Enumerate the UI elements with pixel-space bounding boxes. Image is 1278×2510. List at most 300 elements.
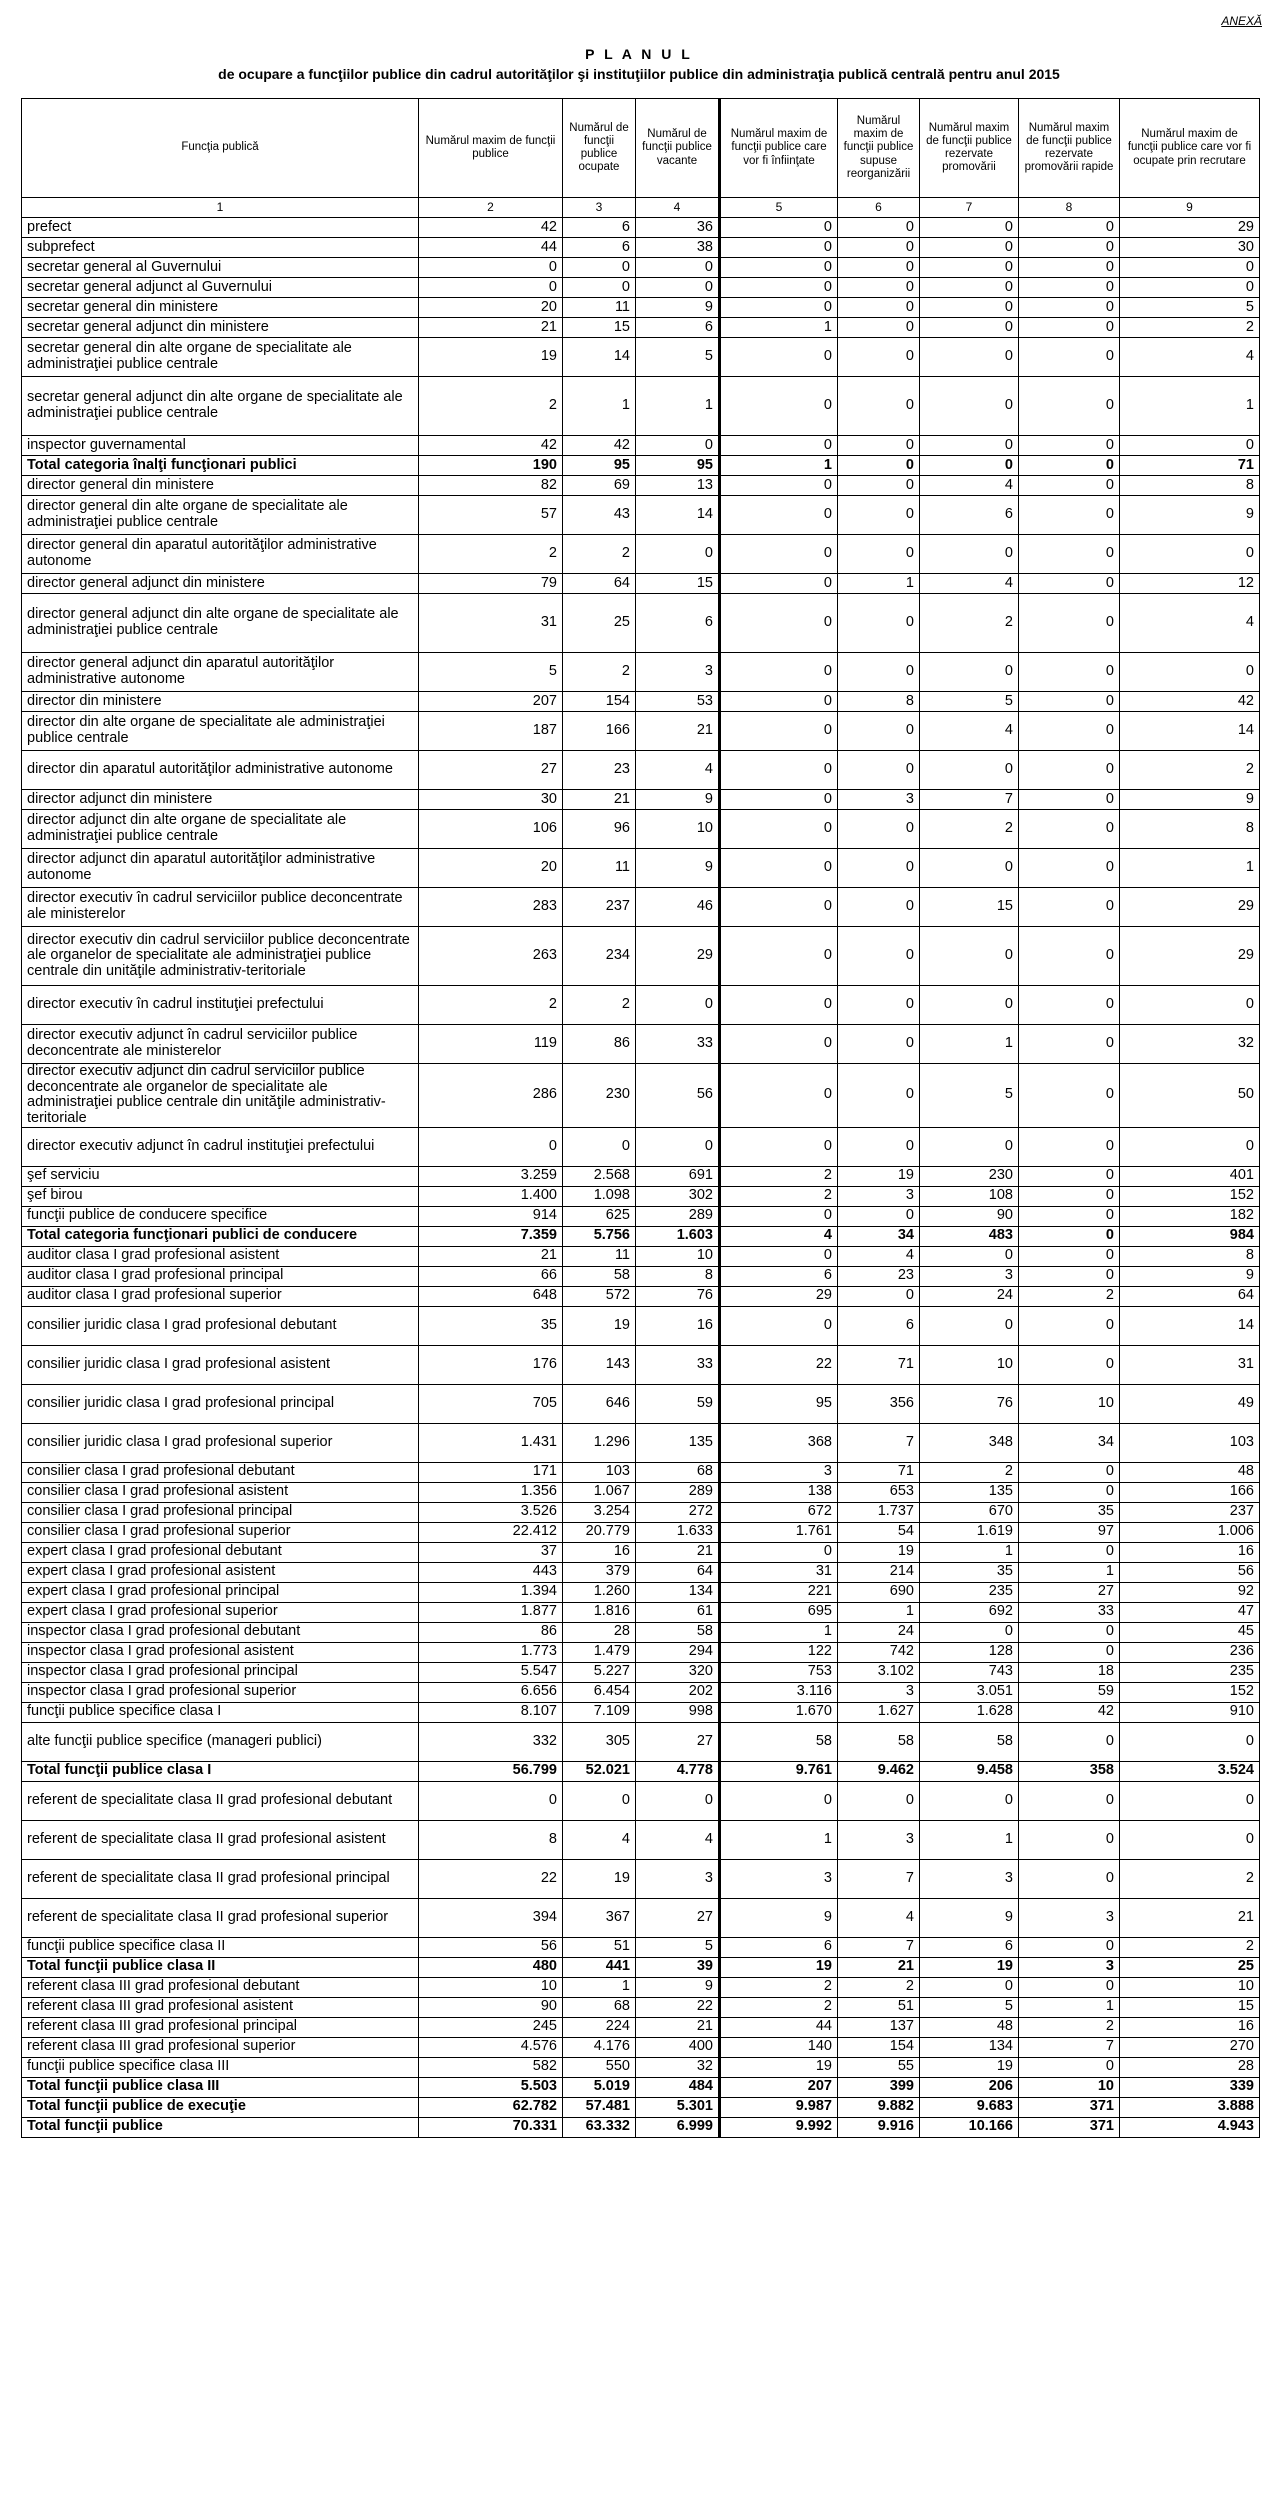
col-header-vacant: Numărul de funcţii publice vacante <box>636 99 720 198</box>
value-cell: 9 <box>636 1977 720 1997</box>
value-cell: 3 <box>838 790 920 810</box>
value-cell: 15 <box>636 574 720 594</box>
value-cell: 4 <box>1120 338 1260 377</box>
value-cell: 0 <box>1120 986 1260 1025</box>
value-cell: 235 <box>1120 1662 1260 1682</box>
value-cell: 31 <box>720 1562 838 1582</box>
value-cell: 0 <box>720 790 838 810</box>
value-cell: 0 <box>1019 849 1120 888</box>
document-title: P L A N U L <box>585 46 693 62</box>
value-cell: 23 <box>563 751 636 790</box>
function-name-cell: director adjunct din ministere <box>22 790 419 810</box>
function-name-cell: director adjunct din aparatul autorităţilor administrative autonome <box>22 849 419 888</box>
value-cell: 86 <box>419 1622 563 1642</box>
value-cell: 51 <box>838 1997 920 2017</box>
value-cell: 0 <box>1019 692 1120 712</box>
table-row <box>22 338 1260 377</box>
value-cell: 21 <box>419 1246 563 1266</box>
value-cell: 1 <box>720 1820 838 1859</box>
value-cell: 5 <box>920 1997 1019 2017</box>
value-cell: 0 <box>720 1127 838 1166</box>
value-cell: 19 <box>720 1957 838 1977</box>
col-number: 3 <box>563 198 636 218</box>
value-cell: 0 <box>1019 1622 1120 1642</box>
function-name-cell: expert clasa I grad profesional principal <box>22 1582 419 1602</box>
value-cell: 35 <box>1019 1502 1120 1522</box>
value-cell: 50 <box>1120 1064 1260 1128</box>
value-cell: 9.458 <box>920 1761 1019 1781</box>
value-cell: 79 <box>419 574 563 594</box>
value-cell: 42 <box>1120 692 1260 712</box>
function-name-cell: alte funcţii publice specifice (manageri publici) <box>22 1722 419 1761</box>
value-cell: 5 <box>920 1064 1019 1128</box>
value-cell: 1.603 <box>636 1226 720 1246</box>
value-cell: 48 <box>920 2017 1019 2037</box>
value-cell: 4 <box>1120 594 1260 653</box>
value-cell: 1.670 <box>720 1702 838 1722</box>
value-cell: 1.067 <box>563 1482 636 1502</box>
value-cell: 5 <box>419 653 563 692</box>
value-cell: 0 <box>838 238 920 258</box>
value-cell: 9.882 <box>838 2097 920 2117</box>
value-cell: 0 <box>1019 1025 1120 1064</box>
value-cell: 0 <box>838 888 920 927</box>
value-cell: 8 <box>636 1266 720 1286</box>
function-name-cell: consilier juridic clasa I grad profesional principal <box>22 1384 419 1423</box>
function-name-cell: inspector guvernamental <box>22 436 419 456</box>
function-name-cell: Total funcţii publice clasa II <box>22 1957 419 1977</box>
value-cell: 294 <box>636 1642 720 1662</box>
function-name-cell: inspector clasa I grad profesional asistent <box>22 1642 419 1662</box>
value-cell: 6 <box>720 1937 838 1957</box>
value-cell: 2 <box>920 810 1019 849</box>
value-cell: 0 <box>636 535 720 574</box>
value-cell: 443 <box>419 1562 563 1582</box>
value-cell: 379 <box>563 1562 636 1582</box>
value-cell: 371 <box>1019 2117 1120 2137</box>
value-cell: 2 <box>563 535 636 574</box>
value-cell: 4 <box>636 751 720 790</box>
value-cell: 0 <box>1019 653 1120 692</box>
value-cell: 14 <box>1120 712 1260 751</box>
value-cell: 235 <box>920 1582 1019 1602</box>
value-cell: 0 <box>838 456 920 476</box>
value-cell: 1.006 <box>1120 1522 1260 1542</box>
value-cell: 9.462 <box>838 1761 920 1781</box>
value-cell: 1 <box>838 574 920 594</box>
value-cell: 0 <box>1019 338 1120 377</box>
value-cell: 22 <box>419 1859 563 1898</box>
value-cell: 14 <box>563 338 636 377</box>
value-cell: 95 <box>720 1384 838 1423</box>
value-cell: 0 <box>920 238 1019 258</box>
value-cell: 3 <box>920 1266 1019 1286</box>
value-cell: 0 <box>720 1306 838 1345</box>
value-cell: 64 <box>563 574 636 594</box>
value-cell: 0 <box>920 258 1019 278</box>
function-name-cell: secretar general din ministere <box>22 298 419 318</box>
value-cell: 0 <box>419 278 563 298</box>
value-cell: 5 <box>636 1937 720 1957</box>
value-cell: 0 <box>1019 496 1120 535</box>
table-row <box>22 692 1260 712</box>
value-cell: 54 <box>838 1522 920 1542</box>
value-cell: 134 <box>636 1582 720 1602</box>
function-name-cell: consilier juridic clasa I grad profesional asistent <box>22 1345 419 1384</box>
function-name-cell: director general din aparatul autorităţilor administrative autonome <box>22 535 419 574</box>
value-cell: 0 <box>1019 1937 1120 1957</box>
value-cell: 0 <box>920 1622 1019 1642</box>
table-row <box>22 218 1260 238</box>
value-cell: 135 <box>920 1482 1019 1502</box>
value-cell: 1 <box>920 1542 1019 1562</box>
col-header-fast-promotion: Numărul maxim de funcţii publice rezervate promovării rapide <box>1019 99 1120 198</box>
value-cell: 19 <box>838 1166 920 1186</box>
value-cell: 76 <box>636 1286 720 1306</box>
function-name-cell: funcţii publice de conducere specifice <box>22 1206 419 1226</box>
value-cell: 368 <box>720 1423 838 1462</box>
value-cell: 6 <box>838 1306 920 1345</box>
value-cell: 0 <box>1019 377 1120 436</box>
value-cell: 2 <box>1120 1859 1260 1898</box>
value-cell: 0 <box>838 476 920 496</box>
value-cell: 0 <box>1019 238 1120 258</box>
value-cell: 670 <box>920 1502 1019 1522</box>
value-cell: 59 <box>1019 1682 1120 1702</box>
function-name-cell: director din alte organe de specialitate ale administraţiei publice centrale <box>22 712 419 751</box>
value-cell: 53 <box>636 692 720 712</box>
value-cell: 182 <box>1120 1206 1260 1226</box>
value-cell: 8 <box>1120 810 1260 849</box>
function-name-cell: prefect <box>22 218 419 238</box>
value-cell: 42 <box>419 218 563 238</box>
value-cell: 286 <box>419 1064 563 1128</box>
value-cell: 2 <box>720 1997 838 2017</box>
value-cell: 8 <box>419 1820 563 1859</box>
function-name-cell: Total funcţii publice clasa I <box>22 1761 419 1781</box>
value-cell: 237 <box>1120 1502 1260 1522</box>
value-cell: 137 <box>838 2017 920 2037</box>
value-cell: 224 <box>563 2017 636 2037</box>
table-row <box>22 712 1260 751</box>
value-cell: 13 <box>636 476 720 496</box>
value-cell: 2 <box>720 1977 838 1997</box>
value-cell: 2 <box>1120 318 1260 338</box>
value-cell: 1.628 <box>920 1702 1019 1722</box>
value-cell: 401 <box>1120 1166 1260 1186</box>
value-cell: 1 <box>920 1025 1019 1064</box>
value-cell: 0 <box>838 436 920 456</box>
col-number: 9 <box>1120 198 1260 218</box>
value-cell: 19 <box>720 2057 838 2077</box>
value-cell: 27 <box>636 1722 720 1761</box>
value-cell: 646 <box>563 1384 636 1423</box>
plan-table-body <box>22 218 1260 2138</box>
value-cell: 6.656 <box>419 1682 563 1702</box>
value-cell: 0 <box>1019 1482 1120 1502</box>
value-cell: 0 <box>1019 1206 1120 1226</box>
function-name-cell: referent de specialitate clasa II grad profesional debutant <box>22 1781 419 1820</box>
value-cell: 263 <box>419 927 563 986</box>
value-cell: 56 <box>419 1937 563 1957</box>
value-cell: 9 <box>636 790 720 810</box>
function-name-cell: şef serviciu <box>22 1166 419 1186</box>
total-row <box>22 1226 1260 1246</box>
table-row <box>22 1266 1260 1286</box>
value-cell: 35 <box>419 1306 563 1345</box>
value-cell: 695 <box>720 1602 838 1622</box>
value-cell: 10 <box>1120 1977 1260 1997</box>
value-cell: 1.296 <box>563 1423 636 1462</box>
function-name-cell: consilier clasa I grad profesional debutant <box>22 1462 419 1482</box>
value-cell: 9 <box>920 1898 1019 1937</box>
value-cell: 152 <box>1120 1682 1260 1702</box>
value-cell: 9.683 <box>920 2097 1019 2117</box>
value-cell: 37 <box>419 1542 563 1562</box>
value-cell: 0 <box>636 1127 720 1166</box>
value-cell: 0 <box>636 258 720 278</box>
value-cell: 0 <box>720 594 838 653</box>
value-cell: 9.761 <box>720 1761 838 1781</box>
value-cell: 230 <box>563 1064 636 1128</box>
table-row <box>22 986 1260 1025</box>
value-cell: 0 <box>838 1127 920 1166</box>
table-row <box>22 1246 1260 1266</box>
value-cell: 22 <box>720 1345 838 1384</box>
total-row <box>22 2117 1260 2137</box>
value-cell: 9 <box>636 298 720 318</box>
value-cell: 0 <box>720 436 838 456</box>
value-cell: 21 <box>636 1542 720 1562</box>
function-name-cell: consilier clasa I grad profesional superior <box>22 1522 419 1542</box>
value-cell: 4 <box>920 476 1019 496</box>
value-cell: 7 <box>1019 2037 1120 2057</box>
value-cell: 0 <box>720 1064 838 1128</box>
value-cell: 0 <box>1019 1462 1120 1482</box>
value-cell: 47 <box>1120 1602 1260 1622</box>
value-cell: 4.943 <box>1120 2117 1260 2137</box>
value-cell: 28 <box>1120 2057 1260 2077</box>
value-cell: 71 <box>1120 456 1260 476</box>
table-row <box>22 2057 1260 2077</box>
value-cell: 6 <box>720 1266 838 1286</box>
value-cell: 0 <box>1019 218 1120 238</box>
value-cell: 0 <box>720 810 838 849</box>
value-cell: 0 <box>720 1025 838 1064</box>
value-cell: 1.431 <box>419 1423 563 1462</box>
value-cell: 0 <box>720 476 838 496</box>
value-cell: 9.987 <box>720 2097 838 2117</box>
value-cell: 0 <box>720 338 838 377</box>
table-row <box>22 258 1260 278</box>
value-cell: 6.454 <box>563 1682 636 1702</box>
value-cell: 0 <box>1120 1127 1260 1166</box>
value-cell: 0 <box>1019 1859 1120 1898</box>
value-cell: 0 <box>920 751 1019 790</box>
value-cell: 9 <box>636 849 720 888</box>
value-cell: 29 <box>720 1286 838 1306</box>
value-cell: 64 <box>636 1562 720 1582</box>
value-cell: 0 <box>1019 1722 1120 1761</box>
table-row <box>22 1306 1260 1345</box>
value-cell: 0 <box>720 238 838 258</box>
value-cell: 31 <box>419 594 563 653</box>
value-cell: 0 <box>720 535 838 574</box>
value-cell: 0 <box>1120 1820 1260 1859</box>
function-name-cell: director adjunct din alte organe de specialitate ale administraţiei publice centrale <box>22 810 419 849</box>
value-cell: 753 <box>720 1662 838 1682</box>
value-cell: 0 <box>838 278 920 298</box>
table-row <box>22 810 1260 849</box>
value-cell: 691 <box>636 1166 720 1186</box>
value-cell: 16 <box>563 1542 636 1562</box>
value-cell: 625 <box>563 1206 636 1226</box>
table-row <box>22 496 1260 535</box>
value-cell: 70.331 <box>419 2117 563 2137</box>
value-cell: 20.779 <box>563 1522 636 1542</box>
value-cell: 34 <box>838 1226 920 1246</box>
table-row <box>22 1977 1260 1997</box>
value-cell: 0 <box>1019 1226 1120 1246</box>
value-cell: 56 <box>636 1064 720 1128</box>
value-cell: 0 <box>1019 2057 1120 2077</box>
function-name-cell: referent de specialitate clasa II grad profesional asistent <box>22 1820 419 1859</box>
value-cell: 0 <box>636 1781 720 1820</box>
value-cell: 672 <box>720 1502 838 1522</box>
table-row <box>22 238 1260 258</box>
function-name-cell: expert clasa I grad profesional debutant <box>22 1542 419 1562</box>
value-cell: 0 <box>1019 318 1120 338</box>
function-name-cell: consilier clasa I grad profesional principal <box>22 1502 419 1522</box>
col-header-occupied: Numărul de funcţii publice ocupate <box>563 99 636 198</box>
function-name-cell: secretar general adjunct al Guvernului <box>22 278 419 298</box>
col-number: 2 <box>419 198 563 218</box>
value-cell: 152 <box>1120 1186 1260 1206</box>
value-cell: 1.260 <box>563 1582 636 1602</box>
value-cell: 0 <box>838 535 920 574</box>
value-cell: 3 <box>1019 1957 1120 1977</box>
col-header-max: Numărul maxim de funcţii publice <box>419 99 563 198</box>
value-cell: 0 <box>720 927 838 986</box>
table-row <box>22 888 1260 927</box>
function-name-cell: director din aparatul autorităţilor administrative autonome <box>22 751 419 790</box>
value-cell: 6 <box>636 318 720 338</box>
document-subtitle: de ocupare a funcţiilor publice din cadrul autorităţilor şi instituţiilor publice din administraţia publică centrală pentru anul 2015 <box>218 66 1060 82</box>
value-cell: 1 <box>720 456 838 476</box>
function-name-cell: secretar general adjunct din alte organe de specialitate ale administraţiei publice centrale <box>22 377 419 436</box>
total-row <box>22 2097 1260 2117</box>
value-cell: 5.756 <box>563 1226 636 1246</box>
value-cell: 0 <box>838 594 920 653</box>
value-cell: 0 <box>838 377 920 436</box>
value-cell: 2 <box>1120 751 1260 790</box>
value-cell: 95 <box>563 456 636 476</box>
value-cell: 33 <box>636 1345 720 1384</box>
value-cell: 19 <box>563 1306 636 1345</box>
value-cell: 29 <box>1120 888 1260 927</box>
function-name-cell: funcţii publice specifice clasa II <box>22 1937 419 1957</box>
value-cell: 1.877 <box>419 1602 563 1622</box>
function-name-cell: consilier juridic clasa I grad profesional superior <box>22 1423 419 1462</box>
value-cell: 27 <box>636 1898 720 1937</box>
value-cell: 3.116 <box>720 1682 838 1702</box>
value-cell: 0 <box>838 258 920 278</box>
value-cell: 9.916 <box>838 2117 920 2137</box>
table-row <box>22 790 1260 810</box>
value-cell: 0 <box>720 377 838 436</box>
value-cell: 237 <box>563 888 636 927</box>
total-row <box>22 1761 1260 1781</box>
function-name-cell: auditor clasa I grad profesional principal <box>22 1266 419 1286</box>
function-name-cell: auditor clasa I grad profesional asistent <box>22 1246 419 1266</box>
value-cell: 19 <box>419 338 563 377</box>
table-row <box>22 1206 1260 1226</box>
value-cell: 119 <box>419 1025 563 1064</box>
table-row <box>22 1502 1260 1522</box>
col-number: 5 <box>720 198 838 218</box>
value-cell: 7 <box>838 1859 920 1898</box>
value-cell: 42 <box>1019 1702 1120 1722</box>
value-cell: 0 <box>720 986 838 1025</box>
value-cell: 21 <box>636 2017 720 2037</box>
value-cell: 1.633 <box>636 1522 720 1542</box>
value-cell: 20 <box>419 298 563 318</box>
value-cell: 0 <box>920 849 1019 888</box>
function-name-cell: director general din alte organe de specialitate ale administraţiei publice centrale <box>22 496 419 535</box>
value-cell: 4 <box>920 574 1019 594</box>
value-cell: 0 <box>838 496 920 535</box>
value-cell: 0 <box>1019 436 1120 456</box>
value-cell: 0 <box>1120 1722 1260 1761</box>
value-cell: 68 <box>636 1462 720 1482</box>
col-number: 4 <box>636 198 720 218</box>
function-name-cell: inspector clasa I grad profesional principal <box>22 1662 419 1682</box>
value-cell: 10 <box>636 1246 720 1266</box>
value-cell: 154 <box>838 2037 920 2057</box>
value-cell: 0 <box>419 258 563 278</box>
function-name-cell: funcţii publice specifice clasa I <box>22 1702 419 1722</box>
value-cell: 0 <box>838 1064 920 1128</box>
value-cell: 0 <box>920 278 1019 298</box>
value-cell: 0 <box>636 436 720 456</box>
value-cell: 8 <box>1120 476 1260 496</box>
value-cell: 3.526 <box>419 1502 563 1522</box>
value-cell: 207 <box>720 2077 838 2097</box>
table-row <box>22 1462 1260 1482</box>
value-cell: 30 <box>1120 238 1260 258</box>
value-cell: 7 <box>920 790 1019 810</box>
value-cell: 3 <box>636 1859 720 1898</box>
value-cell: 3 <box>636 653 720 692</box>
table-row <box>22 535 1260 574</box>
value-cell: 43 <box>563 496 636 535</box>
value-cell: 0 <box>838 810 920 849</box>
value-cell: 30 <box>419 790 563 810</box>
function-name-cell: director general adjunct din ministere <box>22 574 419 594</box>
value-cell: 4 <box>720 1226 838 1246</box>
value-cell: 10.166 <box>920 2117 1019 2137</box>
value-cell: 0 <box>1019 1542 1120 1562</box>
value-cell: 9 <box>720 1898 838 1937</box>
function-name-cell: referent de specialitate clasa II grad profesional principal <box>22 1859 419 1898</box>
function-name-cell: consilier juridic clasa I grad profesional debutant <box>22 1306 419 1345</box>
value-cell: 3.259 <box>419 1166 563 1186</box>
table-row <box>22 436 1260 456</box>
value-cell: 90 <box>419 1997 563 2017</box>
value-cell: 9 <box>1120 790 1260 810</box>
value-cell: 1 <box>920 1820 1019 1859</box>
value-cell: 0 <box>720 712 838 751</box>
